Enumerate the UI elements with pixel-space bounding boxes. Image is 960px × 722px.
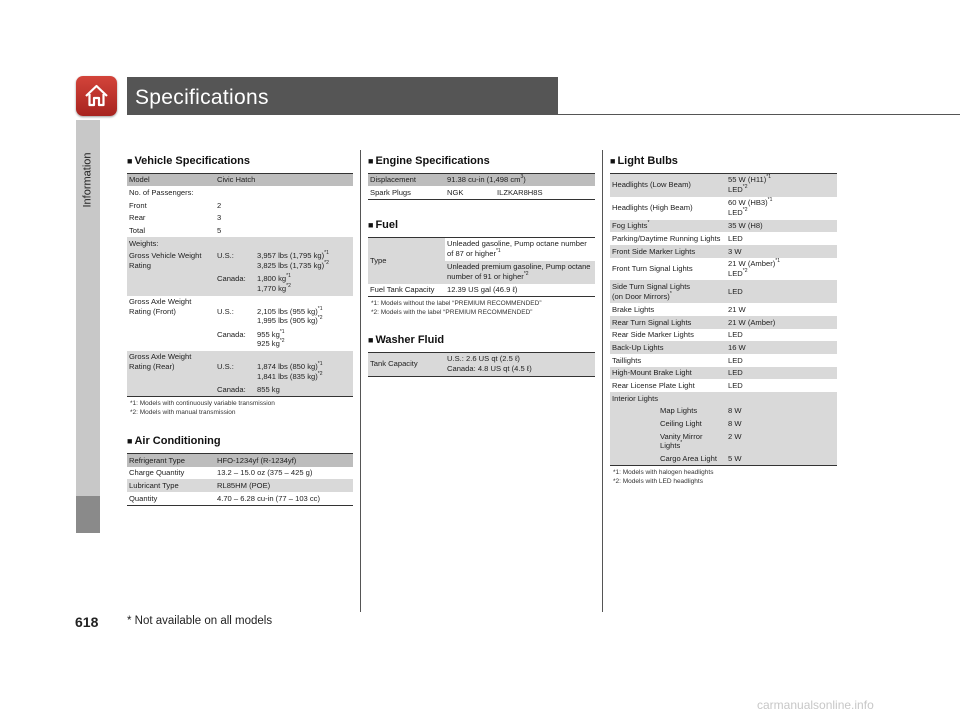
cell-label: Headlights (High Beam) bbox=[612, 203, 693, 213]
note: *2: Models with LED headlights bbox=[613, 477, 703, 485]
cell-value: 2 W bbox=[726, 430, 837, 452]
gvw-us-1 bbox=[257, 251, 351, 261]
table-row bbox=[127, 237, 353, 250]
vehicle-table bbox=[127, 173, 353, 397]
bulbs-notes bbox=[610, 469, 837, 487]
sup-mark: * bbox=[647, 220, 650, 227]
table-row bbox=[127, 454, 353, 467]
title-rule bbox=[127, 114, 960, 115]
cell-label: Fuel Tank Capacity bbox=[370, 285, 435, 295]
vehicle-heading: ■ Vehicle Specifications bbox=[127, 155, 250, 167]
side-tab-label-box bbox=[76, 120, 100, 240]
value-text: LED bbox=[728, 208, 743, 218]
table-row bbox=[610, 232, 837, 245]
bulbs-table bbox=[610, 173, 837, 466]
table-row bbox=[127, 296, 353, 328]
cell-region: Canada: bbox=[215, 383, 255, 396]
cell-label: Lubricant Type bbox=[127, 479, 215, 492]
title-bar bbox=[127, 77, 558, 114]
sup-mark: *1 bbox=[317, 305, 323, 312]
cell-value: 16 W bbox=[726, 341, 837, 354]
table-row bbox=[610, 379, 837, 392]
cell-value: 5 bbox=[217, 226, 222, 236]
table-row bbox=[127, 467, 353, 480]
washer-heading: ■ Washer Fluid bbox=[368, 333, 445, 346]
note: *1: Models with halogen headlights bbox=[613, 468, 714, 476]
cell-label: Taillights bbox=[612, 355, 642, 365]
cell-value bbox=[726, 258, 837, 281]
cell-label bbox=[127, 296, 215, 328]
cell-value bbox=[445, 237, 595, 260]
sup-mark: *2 bbox=[742, 207, 748, 214]
table-row bbox=[368, 186, 595, 199]
cell-label: Displacement bbox=[368, 173, 445, 186]
cell-label: Parking/Daytime Running Lights bbox=[612, 233, 721, 243]
page-number: 618 bbox=[75, 614, 99, 630]
gvw-us-2 bbox=[257, 261, 351, 271]
value-text: 1,995 lbs (905 kg) bbox=[257, 316, 318, 326]
gvw-ca-1 bbox=[257, 274, 351, 284]
sup-mark: *2 bbox=[317, 315, 323, 322]
cell-region: U.S.: bbox=[215, 250, 255, 273]
gawf-ca-1 bbox=[257, 330, 351, 340]
table-row bbox=[127, 273, 353, 296]
footnote: * Not available on all models bbox=[127, 615, 273, 627]
table-row bbox=[127, 328, 353, 351]
value-text: number of 91 or higher bbox=[447, 272, 524, 282]
cell-label: High-Mount Brake Light bbox=[610, 367, 726, 380]
sup-mark: *2 bbox=[742, 184, 748, 191]
washer-heading-text: Washer Fluid bbox=[375, 333, 445, 346]
gawf-label-line1: Gross Axle Weight bbox=[129, 297, 192, 307]
cell-empty bbox=[127, 383, 215, 396]
aircon-heading: ■ Air Conditioning bbox=[127, 435, 221, 448]
value-text: 60 W (HB3) bbox=[728, 198, 768, 208]
cell-label: Map Lights bbox=[610, 405, 726, 418]
cell-label: Back-Up Lights bbox=[610, 341, 726, 354]
engine-heading-text: Engine Specifications bbox=[375, 155, 490, 167]
table-row bbox=[127, 250, 353, 273]
fuel-notes bbox=[368, 300, 595, 318]
sup-mark: *2 bbox=[742, 268, 748, 275]
cell-value: LED bbox=[726, 280, 837, 303]
gawf-label-line2: Rating (Front) bbox=[129, 307, 176, 317]
gawr-us-1 bbox=[257, 362, 351, 372]
cell-label: Type bbox=[368, 237, 445, 283]
cell-label: Rear License Plate Light bbox=[612, 381, 695, 391]
cell-value bbox=[255, 273, 353, 296]
table-row bbox=[127, 492, 353, 505]
cell-value: 12.39 US gal (46.9 ℓ) bbox=[447, 285, 518, 295]
fuel-table bbox=[368, 237, 595, 297]
table-row bbox=[127, 199, 353, 212]
cell-value bbox=[255, 296, 353, 328]
value-line bbox=[447, 272, 593, 282]
table-row bbox=[610, 354, 837, 367]
table-row bbox=[610, 392, 837, 405]
value-text: 91.38 cu-in (1,498 cm bbox=[447, 175, 521, 185]
cell-label: Interior Lights bbox=[610, 392, 837, 405]
engine-table bbox=[368, 173, 595, 200]
cell-value: 35 W (H8) bbox=[726, 220, 837, 233]
cell-value: LED bbox=[728, 381, 743, 391]
table-row bbox=[127, 479, 353, 492]
table-row bbox=[127, 186, 353, 199]
cell-label: Weights: bbox=[127, 237, 353, 250]
cell-label: Cargo Area Light bbox=[610, 452, 726, 465]
sup-mark: *2 bbox=[279, 338, 285, 345]
table-row bbox=[127, 383, 353, 396]
table-row bbox=[127, 212, 353, 225]
side-tab-label: Information bbox=[82, 152, 94, 208]
page-title: Specifications bbox=[135, 86, 269, 109]
table-row bbox=[368, 352, 595, 376]
column-1 bbox=[127, 155, 353, 506]
gvw-label-line1: Gross Vehicle Weight bbox=[129, 251, 202, 261]
sup-mark: *1 bbox=[766, 174, 771, 181]
cell-value: LED bbox=[728, 355, 743, 365]
label-text: Vanity Mirror Lights bbox=[660, 431, 703, 451]
sup-mark: *1 bbox=[286, 273, 291, 280]
cell-value bbox=[445, 261, 595, 284]
table-row bbox=[127, 351, 353, 383]
bulbs-heading: ■ Light Bulbs bbox=[610, 155, 678, 167]
value-text: 21 W (Amber) bbox=[728, 259, 776, 269]
gvw-label-line2: Rating bbox=[129, 261, 151, 271]
cell-label bbox=[127, 351, 215, 383]
value-text: U.S.: 2.6 US qt (2.5 ℓ) bbox=[447, 354, 520, 364]
table-row bbox=[610, 197, 837, 220]
cell-label: Front bbox=[129, 200, 147, 210]
value-line bbox=[728, 185, 835, 195]
cell-region: Canada: bbox=[215, 273, 255, 296]
cell-label: Charge Quantity bbox=[129, 468, 185, 478]
washer-table bbox=[368, 352, 595, 377]
cell-label bbox=[127, 250, 215, 273]
cell-value bbox=[726, 197, 837, 220]
table-row bbox=[610, 303, 837, 316]
cell-value bbox=[255, 328, 353, 351]
aircon-heading-text: Air Conditioning bbox=[134, 435, 221, 448]
table-row bbox=[610, 245, 837, 258]
cell-value: LED bbox=[728, 330, 743, 340]
cell-brand: NGK bbox=[447, 188, 464, 198]
gawr-label-line2: Rating (Rear) bbox=[129, 362, 175, 372]
value-text: Unleaded premium gasoline, Pump octane bbox=[447, 262, 591, 272]
sup-mark: *1 bbox=[767, 197, 773, 204]
cell-label: Front Turn Signal Lights bbox=[612, 264, 693, 274]
sup-mark: * bbox=[680, 440, 683, 447]
table-row bbox=[610, 173, 837, 196]
value-text: 3,825 lbs (1,735 kg) bbox=[257, 261, 325, 271]
aircon-table bbox=[127, 453, 353, 506]
gawf-us-2 bbox=[257, 316, 351, 326]
cell-label bbox=[610, 430, 726, 452]
cell-region: Canada: bbox=[217, 329, 246, 339]
value-text: 2,105 lbs (955 kg) bbox=[257, 306, 318, 316]
value-text: 955 kg bbox=[257, 329, 280, 339]
side-tab[interactable] bbox=[76, 120, 100, 533]
cell-value: Civic Hatch bbox=[215, 173, 353, 186]
value-text: LED bbox=[728, 269, 743, 279]
cell-value: RL85HM (POE) bbox=[215, 479, 353, 492]
table-row bbox=[127, 173, 353, 186]
fuel-heading: ■ Fuel bbox=[368, 219, 399, 232]
cell-value: 21 W bbox=[728, 304, 746, 314]
vehicle-heading-text: Vehicle Specifications bbox=[134, 155, 250, 167]
sup-mark: *1 bbox=[279, 328, 285, 335]
note: *2: Models with manual transmission bbox=[130, 408, 236, 416]
value-text: ) bbox=[523, 175, 526, 185]
gvw-ca-2 bbox=[257, 284, 351, 294]
cell-label: Spark Plugs bbox=[370, 188, 411, 198]
cell-value: 3 bbox=[217, 213, 222, 223]
value-text: of 87 or higher bbox=[447, 249, 496, 259]
engine-heading: ■ Engine Specifications bbox=[368, 155, 490, 167]
label-text: Side Turn Signal Lights bbox=[612, 282, 691, 292]
cell-value: ILZKAR8H8S bbox=[497, 188, 543, 198]
sup-mark: *2 bbox=[286, 283, 291, 290]
cell-value: 13.2 – 15.0 oz (375 – 425 g) bbox=[217, 468, 313, 478]
cell-label: Tank Capacity bbox=[368, 352, 445, 376]
cell-label: Total bbox=[129, 226, 146, 236]
value-text: 1,841 lbs (835 kg) bbox=[257, 371, 318, 381]
sup-mark: *1 bbox=[317, 360, 323, 367]
column-3 bbox=[610, 155, 837, 486]
cell-value: 8 W bbox=[726, 417, 837, 430]
cell-value: 4.70 – 6.28 cu-in (77 – 103 cc) bbox=[217, 493, 321, 503]
cell-label: Refrigerant Type bbox=[127, 454, 215, 467]
table-row bbox=[368, 173, 595, 186]
gawf-ca-2 bbox=[257, 339, 351, 349]
cell-value: 21 W (Amber) bbox=[726, 316, 837, 329]
value-text: Canada: 4.8 US qt (4.5 ℓ) bbox=[447, 364, 532, 374]
vehicle-notes bbox=[127, 400, 353, 418]
value-text: 1,770 kg bbox=[257, 284, 287, 294]
cell-value: LED bbox=[728, 233, 743, 243]
cell-label: Rear bbox=[129, 213, 146, 223]
cell-value: 8 W bbox=[726, 405, 837, 418]
cell-value: 5 W bbox=[726, 452, 837, 465]
sup-mark: *2 bbox=[317, 370, 323, 377]
sup-mark: *2 bbox=[324, 260, 329, 267]
column-divider-2 bbox=[602, 150, 603, 612]
table-row bbox=[610, 430, 837, 452]
cell-value bbox=[726, 173, 837, 196]
gawr-us-2 bbox=[257, 372, 351, 382]
sup-mark: *2 bbox=[523, 271, 529, 278]
table-row bbox=[127, 224, 353, 237]
cell-value: HFO-1234yf (R-1234yf) bbox=[215, 454, 353, 467]
cell-value: 2 bbox=[217, 200, 222, 210]
value-text: 3,957 lbs (1,795 kg) bbox=[257, 251, 325, 261]
cell-label: Front Side Marker Lights bbox=[610, 245, 726, 258]
value-text: 55 W (H11) bbox=[728, 175, 767, 185]
sup-mark: * bbox=[669, 290, 672, 297]
note: *1: Models with continuously variable transmission bbox=[130, 399, 275, 407]
home-icon bbox=[83, 82, 110, 109]
cell-label: Brake Lights bbox=[612, 304, 655, 314]
gawr-label-line1: Gross Axle Weight bbox=[129, 352, 192, 362]
cell-value: LED bbox=[726, 367, 837, 380]
table-row bbox=[610, 367, 837, 380]
sup-mark: *1 bbox=[324, 250, 329, 257]
table-row bbox=[610, 452, 837, 465]
label-text: Fog Lights bbox=[612, 221, 648, 231]
fuel-heading-text: Fuel bbox=[375, 219, 399, 232]
value-line bbox=[447, 249, 593, 259]
table-row bbox=[368, 237, 595, 260]
cell-value bbox=[445, 352, 595, 376]
side-tab-marker bbox=[76, 496, 100, 533]
label-text: (on Door Mirrors) bbox=[612, 291, 670, 301]
cell-label: No. of Passengers: bbox=[129, 188, 194, 198]
table-row bbox=[610, 280, 837, 303]
table-row bbox=[368, 284, 595, 297]
column-2 bbox=[368, 155, 595, 377]
cell-value bbox=[255, 250, 353, 273]
column-divider-1 bbox=[360, 150, 361, 612]
cell-label bbox=[610, 280, 726, 303]
cell-value bbox=[445, 173, 595, 186]
table-row bbox=[610, 405, 837, 418]
watermark: carmanualsonline.info bbox=[757, 698, 874, 712]
cell-label: Quantity bbox=[129, 493, 158, 503]
sup-mark: 3 bbox=[520, 174, 524, 181]
value-text: 1,874 lbs (850 kg) bbox=[257, 361, 318, 371]
cell-label: Rear Side Marker Lights bbox=[612, 330, 694, 340]
cell-value: 3 W bbox=[726, 245, 837, 258]
table-row bbox=[610, 341, 837, 354]
value-line bbox=[728, 208, 835, 218]
table-row bbox=[610, 329, 837, 342]
cell-region: U.S.: bbox=[215, 351, 255, 383]
table-row bbox=[610, 220, 837, 233]
table-row bbox=[610, 417, 837, 430]
sup-mark: *1 bbox=[775, 258, 780, 265]
value-text: 925 kg bbox=[257, 339, 280, 349]
cell-empty bbox=[127, 328, 215, 351]
cell-label bbox=[610, 220, 726, 233]
cell-label: Model bbox=[127, 173, 215, 186]
cell-label: Rear Turn Signal Lights bbox=[610, 316, 726, 329]
cell-label: Ceiling Light bbox=[610, 417, 726, 430]
cell-label: Headlights (Low Beam) bbox=[610, 173, 726, 196]
cell-value bbox=[255, 351, 353, 383]
note: *1: Models without the label “PREMIUM RECOMMENDED” bbox=[371, 300, 542, 308]
value-line bbox=[728, 269, 835, 279]
gawf-us-1 bbox=[257, 307, 351, 317]
table-row bbox=[610, 258, 837, 281]
home-button[interactable] bbox=[76, 76, 117, 116]
value-text: LED bbox=[728, 185, 743, 195]
note: *2: Models with the label “PREMIUM RECOMMENDED” bbox=[371, 309, 533, 317]
table-row bbox=[610, 316, 837, 329]
cell-value: 855 kg bbox=[255, 383, 353, 396]
cell-empty bbox=[127, 273, 215, 296]
bulbs-heading-text: Light Bulbs bbox=[617, 155, 678, 167]
sup-mark: *1 bbox=[495, 248, 501, 255]
value-text: 1,800 kg bbox=[257, 274, 287, 284]
cell-region: U.S.: bbox=[217, 306, 234, 316]
value-text: Unleaded gasoline, Pump octane number bbox=[447, 239, 587, 249]
label-line bbox=[612, 292, 724, 302]
